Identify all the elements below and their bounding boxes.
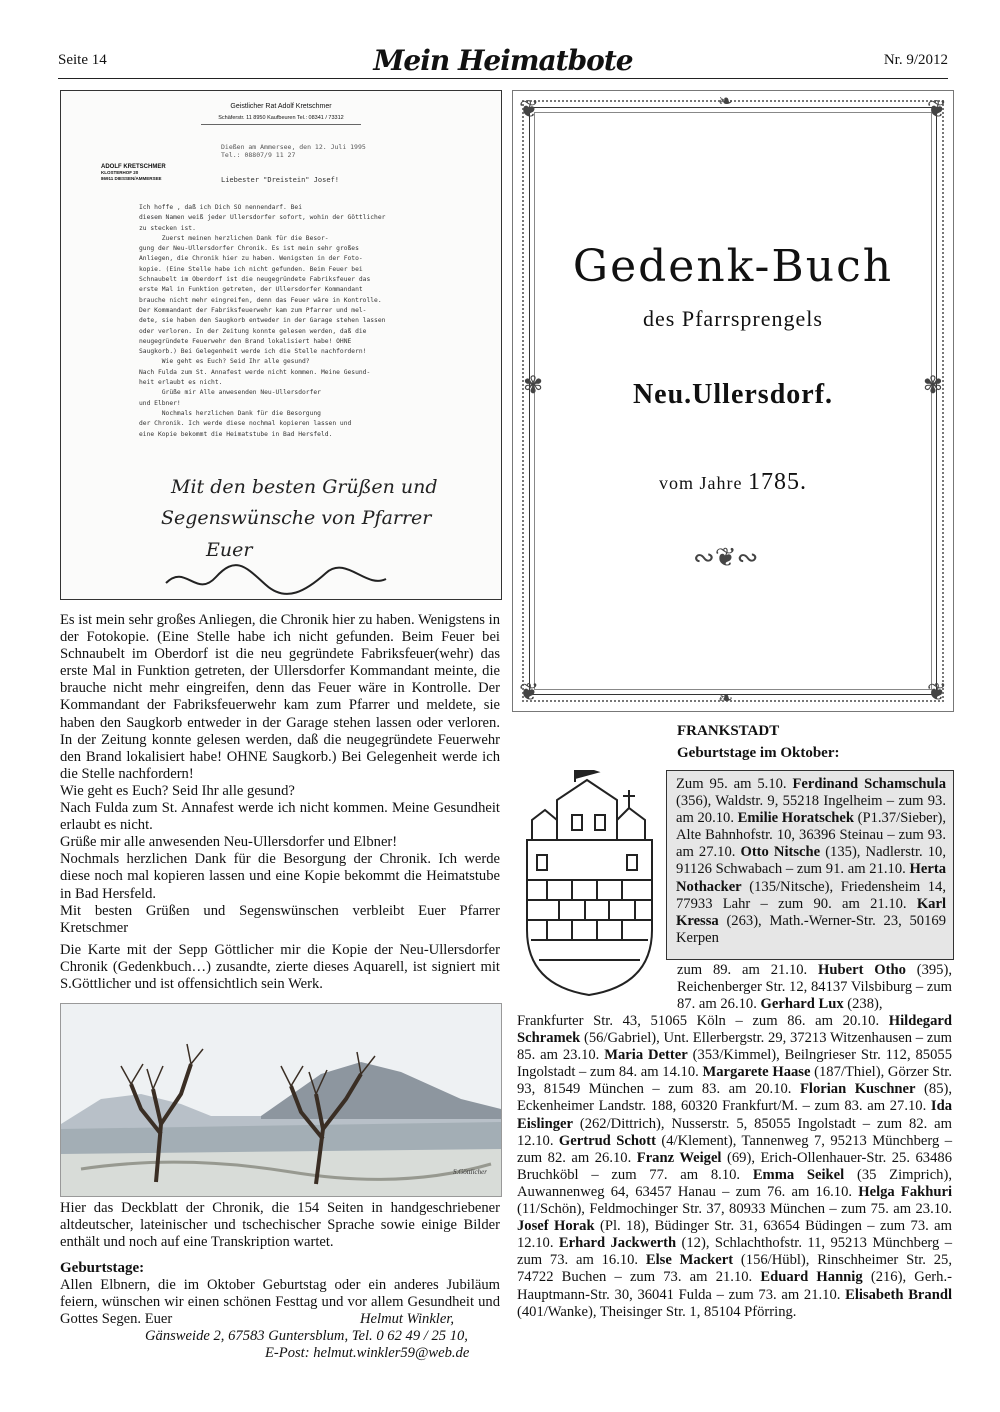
cover-title: Gedenk-Buch (572, 241, 894, 292)
signature-scribble-icon (156, 561, 396, 600)
birthday-entry: zum 83. am 27.10. Ida Eislinger (262/Dittrich), Nusserstr. 5, 85055 Ingolstadt – (517, 1098, 952, 1132)
handwritten-closing: Euer (206, 539, 253, 561)
corner-ornament-icon: ❦ (519, 680, 540, 706)
letter-body: Ich hoffe , daß ich Dich SO nennendarf. Bei diesem Namen weiß jeder Ullersdorfer sofort, wohin der Göttlicher zu stecken ist. Zuerst meinen herzlichen Dank für die Besor- gung der Neu-Ullersdorfer Chronik. Es ist mein sehr großes Anliegen, die Chronik hier zu haben. Wenigsten in der Foto- kopie. (Eine Stelle habe ich nicht gefunden. Beim Feuer bei Schnaubelt im Oberdorf ist die neugegründete Fabriksfeuer das erste Mal in Funktion getreten, der Ullersdorfer Kommandant brauche nicht mehr eingreifen, denn das Feuer wäre in Kontrolle. Der Kommandant der Fabriksfeuerwehr kam zum Pfarrer und mel- dete, sie haben den Saugkorb entweder in der Garage stehen lassen oder verloren. In der Zeitung konnte gelesen werden, daß die neugegründete Feuerwehr den Brand lokalisiert habe! OHNE Saugkorb.) Bei Gelegenheit werde ich die Stelle nachfordern! Wie geht es Euch? Seid Ihr alle gesund? Nach Fulda zum St. Annafest werde nicht kommen. Meine Gesund- heit erlaubt es nicht. Grüße mir Alle anwesenden Neu-Ullersdorfer und Elbner! Nochmals herzlichen Dank für die Besorgung der Chronik. Ich werde diese nochmal kopieren lassen und eine Kopie bekommt die Heimatstube in Bad Hersfeld. (139, 204, 386, 438)
birthday-entry: zum 93. am 20.10. Emilie Horatschek (P1.37/Sieber), Alte Bahnhofstr. 10, 36396 Steinau – (676, 793, 946, 844)
birthday-entry: zum 82. am 26.10. Franz Weigel (69), Erich-Ollenhauer-Str. 25. 63486 Bruchköbl – (517, 1149, 952, 1183)
cover-year-prefix: vom Jahre (659, 473, 743, 493)
birthday-entry: zum 75. am 23.10. Josef Horak (Pl. 18), Büdinger Str. 31, 63654 Büdingen – (517, 1201, 952, 1235)
highlighted-birthdays-box (666, 770, 954, 960)
birthday-entry: zum 84. am 14.10. Margarete Haase (187/Thiel), Görzer Str. 93, 81549 München – (517, 1064, 953, 1098)
birthday-entry: zum 73. am 21.10. Eduard Hannig (216), Gerh.-Hauptmann-Str. 30, 36041 Fulda – (517, 1269, 952, 1303)
top-ornament-icon: ❧ (718, 91, 734, 111)
birthday-entry: zum 87. am 26.10. Gerhard Lux (238), (677, 979, 952, 1013)
birthday-text: Allen Elbnern, die im Oktober Geburtstag oder ein anderes Jubiläum feiern, wünschen wir einen schönen Festtag und vor allem Gesundheit und Gottes Segen. Euer (60, 1277, 500, 1328)
birthday-entry: zum 73. am 16.10. Else Mackert (156/Hübl), Rinschheimer Str. 25, 74722 Buchen – (517, 1252, 952, 1286)
chronicle-cover-image (512, 90, 954, 712)
letter-place-date: Dießen am Ammersee, den 12. Juli 1995 Tel.: 08807/9 11 27 (221, 143, 366, 159)
birthday-entry: zum 90. am 21.10. Karl Kressa (263), Math.-Werner-Str. 23, 50169 Kerpen (676, 895, 947, 946)
side-ornament-icon: ✾ (922, 373, 943, 399)
bottom-ornament-icon: ❧ (718, 688, 734, 708)
cover-caption: Hier das Deckblatt der Chronik, die 154 Seiten in handgeschriebener altdeutscher, lateinischer und tschechischer Sprache sowie einige Bilder enthält und noch auf eine Transkription wartet. (60, 1200, 500, 1251)
cover-place: Neu.Ullersdorf. (632, 379, 834, 410)
letterhead-rule (201, 124, 361, 125)
watercolor-signature: S.Göttlicher (452, 1168, 487, 1176)
page-header (58, 44, 948, 80)
author-name: Helmut Winkler, (360, 1311, 455, 1327)
birthday-entry: zum 93. am 27.10. Otto Nitsche (135), Nadlerstr. 10, 91126 Schwabach – (676, 827, 946, 878)
letterhead-name: Geistlicher Rat Adolf Kretschmer (230, 103, 332, 110)
handwritten-closing: Mit den besten Grüßen und (171, 476, 438, 498)
letter-scan (60, 90, 502, 600)
stamp-line: ADOLF KRETSCHMER (101, 164, 166, 170)
transcription-line: Grüße mir alle anwesenden Neu-Ullersdorfer und Elbner! (60, 834, 398, 851)
castle-crest-icon (517, 770, 662, 1000)
transcription-line: Mit besten Grüßen und Segenswünschen verbleibt Euer Pfarrer Kretschmer (60, 902, 500, 936)
postcard-paragraph: Die Karte mit der Sepp Göttlicher mir die Kopie der Neu-Ullersdorfer Chronik (Gedenkbuch…) zusandte, zierte dieses Aquarell, ist signiert mit S.Göttlicher und ist offensichtlich sein Werk. (60, 942, 500, 993)
stamp-line: KLOSTERHOF 20 (101, 170, 139, 175)
transcription-line: Nach Fulda zum St. Annafest werde ich nicht kommen. Meine Gesundheit erlaubt es nicht. (60, 800, 500, 834)
boxed-entries (676, 776, 946, 947)
corner-ornament-icon: ❦ (926, 680, 947, 706)
page-number: Seite 14 (58, 52, 107, 68)
handwritten-closing: Segenswünsche von Pfarrer (161, 507, 432, 529)
birthday-entry: zum 85. am 23.10. Maria Detter (353/Kimmel), Beilngrieser Str. 112, 85055 Ingolstadt – (517, 1030, 952, 1081)
birthday-entry: zum 83. am 20.10. Florian Kuschner (85), Eckenheimer Landstr. 188, 60320 Frankfurt/M. – (517, 1081, 952, 1115)
birthday-list-continued (677, 962, 952, 1013)
transcription-paragraph: Es ist mein sehr großes Anliegen, die Chronik hier zu haben. Wenigstens in der Fotokopie. (Eine Stelle habe ich nicht gefunden. Beim Feuer bei Schnaubelt im Oberdorf ist die neu gegründete Fabriksfeuer(wehr) das erste Mal in Funktion getreten, der Ullersdorfer Kommandant meinte, die brauche nicht mehr eingreifen, denn das Feuer wäre in Kontrolle. Der Kommandant der Fabriksfeuerwehr kam zum Pfarrer und meldete, sie haben den Saugkorb entweder in der Garage stehen lassen oder verloren. In der Zeitung konnte gelesen werden, daß die neugegründete Feuerwehr den Brand lokalisiert habe! OHNE Saugkorb.) Bei Gelegenheit werde ich die Stelle nachfordern! (60, 612, 500, 782)
issue-number: Nr. 9/2012 (883, 52, 948, 68)
letterhead-address: Schäferstr. 11 8950 Kaufbeuren Tel.: 08341 / 73312 (218, 115, 344, 121)
letter-salutation: Liebester "Dreistein" Josef! (221, 176, 340, 184)
author-address: Gänsweide 2, 67583 Guntersblum, Tel. 0 62 49 / 25 10, (145, 1328, 468, 1344)
cover-subtitle: des Pfarrsprengels (643, 306, 823, 331)
stamp-line: 86911 DIESSEN/AMMERSEE (101, 176, 162, 181)
cover-flourish-icon: ∾❦∾ (693, 543, 759, 572)
birthday-list-full-width (517, 1013, 952, 1321)
watercolor-image (60, 1003, 502, 1197)
side-ornament-icon: ✾ (523, 373, 544, 399)
address-stamp (101, 164, 166, 182)
author-email: E-Post: helmut.winkler59@web.de (265, 1345, 470, 1361)
masthead: Mein Heimatbote (373, 44, 633, 77)
birthday-entry: zum 86. am 20.10. Hildegard Schramek (56/Gabriel), Unt. Ellerbergstr. 29, 37213 Witzenhausen – (517, 1013, 952, 1047)
cover-year-value: 1785. (747, 469, 807, 495)
birthday-entry: zum 91. am 21.10. Herta Nothacker (135/Nitsche), Friedensheim 14, 77933 Lahr – (676, 861, 946, 912)
corner-ornament-icon: ❦ (926, 97, 947, 123)
birthday-entry: zum 89. am 21.10. Hubert Otho (395), Reichenberger Str. 12, 84137 Vilsbiburg – (677, 962, 952, 996)
birthday-heading: Geburtstage: (60, 1260, 145, 1276)
header-rule (58, 78, 948, 79)
birthday-entry: zum 73. am 12.10. Erhard Jackwerth (12), Schlachthofstr. 11, 95213 Münchberg – (517, 1218, 952, 1252)
birthday-entry: zum 73. am 21.10. Elisabeth Brandl (401/Wanke), Theisinger Str. 1, 85104 Pförring. (517, 1286, 952, 1320)
corner-ornament-icon: ❦ (519, 97, 540, 123)
birthday-entry-address: Frankfurter Str. 43, 51065 Köln – (517, 1013, 753, 1029)
transcription-line: Wie geht es Euch? Seid Ihr alle gesund? (60, 782, 295, 799)
frankstadt-subheading: Geburtstage im Oktober: (677, 745, 840, 761)
cover-year (513, 469, 953, 496)
frankstadt-heading: FRANKSTADT (677, 723, 780, 739)
transcription-line: Nochmals herzlichen Dank für die Besorgung der Chronik. Ich werde diese noch mal kopieren lassen und eine Kopie bekommt die Heimatstube in Bad Hersfeld. (60, 851, 500, 902)
birthday-entry: zum 76. am 16.10. Helga Fakhuri (11/Schön), Feldmochinger Str. 37, 80933 München – (517, 1183, 953, 1218)
birthday-entry: zum 82. am 12.10. Gertrud Schott (4/Klement), Tannenweg 7, 95213 Münchberg – (517, 1115, 952, 1149)
watercolor-landscape-icon (61, 1004, 501, 1196)
birthday-entry: zum 77. am 8.10. Emma Seikel (35 Zimprich), Auwannenweg 64, 63457 Hanau – (517, 1166, 952, 1200)
birthday-entry: Zum 95. am 5.10. Ferdinand Schamschula (356), Waldstr. 9, 55218 Ingelheim – (676, 776, 946, 810)
letter-transcription (60, 612, 500, 937)
